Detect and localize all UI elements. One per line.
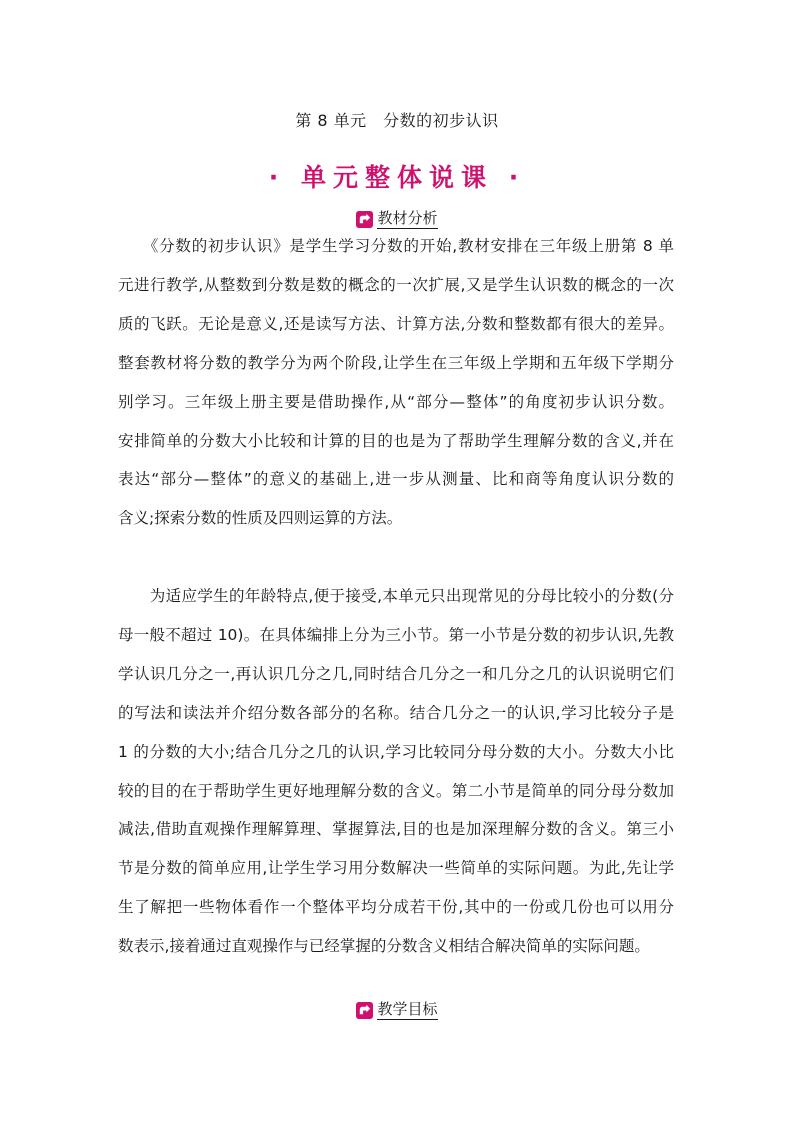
heading-teaching-goals [0,998,794,1022]
paragraph-line: 减法,借助直观操作理解算理、掌握算法,目的也是加深理解分数的含义。第三小 [118,820,674,839]
paragraph-line: 为适应学生的年龄特点,便于接受,本单元只出现常见的分母比较小的分数(分 [118,587,674,605]
paragraph-line: 生了解把一些物体看作一个整体平均分成若干份,其中的一份或几份也可以用分 [118,898,674,917]
section-title: · 单元整体说课 · [268,163,526,192]
paragraph-1 [118,227,674,538]
paragraph-line: 整套教材将分数的教学分为两个阶段,让学生在三年级上学期和五年级下学期分 [118,353,674,372]
paragraph-line: 《分数的初步认识》是学生学习分数的开始,教材安排在三年级上册第 8 单 [118,237,674,255]
paragraph-line: 的写法和读法并介绍分数各部分的名称。结合几分之一的认识,学习比较分子是 [118,703,674,722]
paragraph-line: 1 的分数的大小;结合几分之几的认识,学习比较同分母分数的大小。分数大小比 [118,742,674,761]
paragraph-line: 学认识几分之一,再认识几分之几,同时结合几分之一和几分之几的认识说明它们 [118,664,674,683]
unit-title: 第 8 单元 分数的初步认识 [295,111,499,130]
paragraph-line: 元进行教学,从整数到分数是数的概念的一次扩展,又是学生认识数的概念的一次 [118,275,674,294]
paragraph-line: 表达“部分—整体”的意义的基础上,进一步从测量、比和商等角度认识分数的 [118,470,674,489]
paragraph-line: 较的目的在于帮助学生更好地理解分数的含义。第二小节是简单的同分母分数加 [118,781,674,800]
paragraph-line: 安排简单的分数大小比较和计算的目的也是为了帮助学生理解分数的含义,并在 [118,431,674,450]
heading-label: 教学目标 [377,1000,438,1018]
heading-label: 教材分析 [377,209,438,227]
paragraph-line: 节是分数的简单应用,让学生学习用分数解决一些简单的实际问题。为此,先让学 [118,859,674,878]
pink-arrow-badge-icon [356,1002,373,1019]
paragraph-line: 含义;探索分数的性质及四则运算的方法。 [118,509,403,528]
paragraph-line: 母一般不超过 10)。在具体编排上分为三小节。第一小节是分数的初步认识,先教 [118,625,674,644]
paragraph-line: 别学习。三年级上册主要是借助操作,从“部分—整体”的角度初步认识分数。 [118,392,674,411]
paragraph-2 [118,577,674,966]
pink-arrow-badge-icon [356,211,373,228]
paragraph-line: 数表示,接着通过直观操作与已经掌握的分数含义相结合解决简单的实际问题。 [118,937,650,956]
paragraph-line: 质的飞跃。无论是意义,还是读写方法、计算方法,分数和整数都有很大的差异。 [118,314,674,333]
